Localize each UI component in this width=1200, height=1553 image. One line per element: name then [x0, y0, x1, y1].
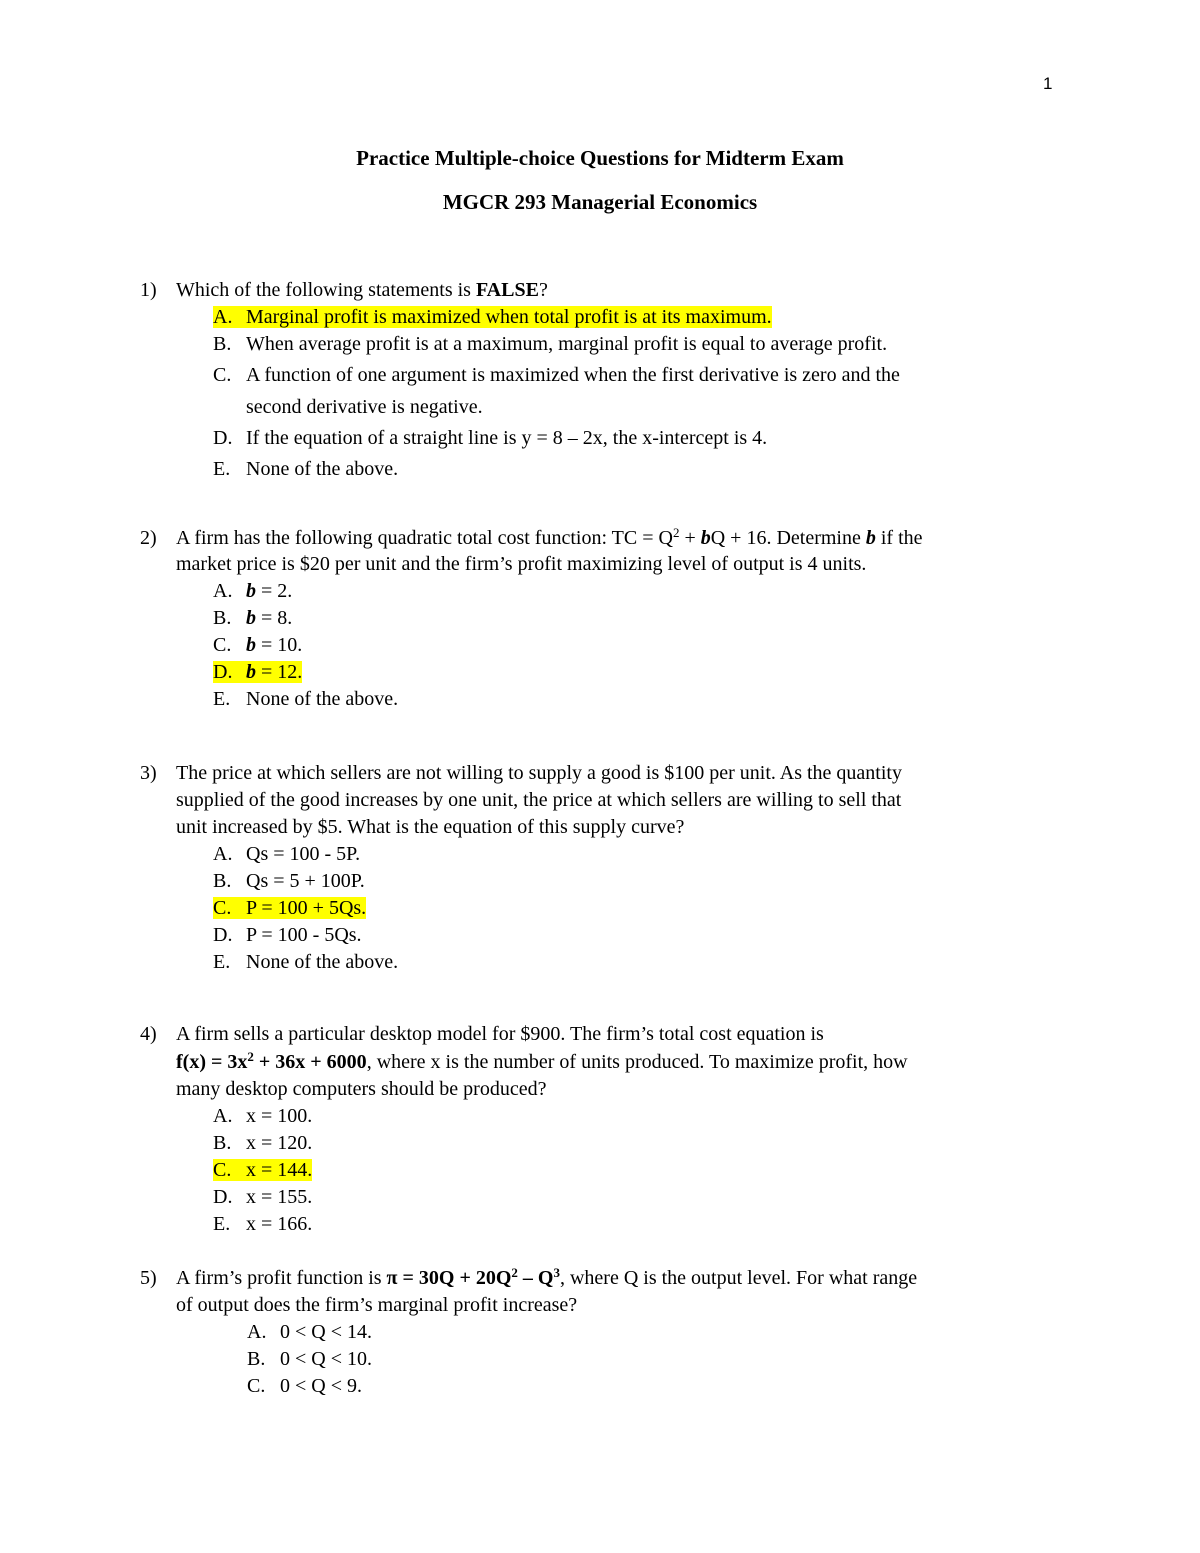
option-e: E. x = 166.: [213, 1213, 313, 1235]
question-text-line-2: market price is $20 per unit and the firm’s profit maximizing level of output is 4 units.: [176, 553, 867, 575]
option-d: D. If the equation of a straight line is y = 8 – 2x, the x-intercept is 4.: [213, 427, 768, 449]
question-text-line-1: A firm sells a particular desktop model for $900. The firm’s total cost equation is: [176, 1023, 824, 1045]
option-d: D. x = 155.: [213, 1186, 313, 1208]
option-e: E. None of the above.: [213, 951, 399, 973]
document-subtitle: MGCR 293 Managerial Economics: [442, 190, 758, 214]
question-text-line-1: The price at which sellers are not willing to supply a good is $100 per unit. As the quantity: [176, 762, 902, 784]
option-c: C. b = 10.: [213, 634, 303, 656]
question-text-line-3: many desktop computers should be produced?: [176, 1078, 547, 1100]
question-number: 3): [140, 762, 157, 784]
option-a: A. Qs = 100 - 5P.: [213, 843, 361, 865]
option-c: C. A function of one argument is maximized when the first derivative is zero and the: [213, 364, 900, 386]
question-text-line-2: supplied of the good increases by one unit, the price at which sellers are willing to sell that: [176, 789, 902, 811]
option-a: A. x = 100.: [213, 1105, 313, 1127]
question-number: 5): [140, 1267, 157, 1289]
option-e: E. None of the above.: [213, 688, 399, 710]
question-text-line-2: of output does the firm’s marginal profit increase?: [176, 1294, 578, 1316]
option-b: B. 0 < Q < 10.: [247, 1348, 373, 1370]
question-text-line-1: A firm’s profit function is $\pi = 30Q + 20Q^2 - Q^3$, where Q is the output level. For what range: [176, 1265, 918, 1289]
question-number: 2): [140, 527, 157, 549]
option-d: D. P = 100 - 5Qs.: [213, 924, 362, 946]
question-number: 1): [140, 279, 157, 301]
option-a: A. Marginal profit is maximized when total profit is at its maximum.: [213, 306, 772, 328]
option-b: B. x = 120.: [213, 1132, 313, 1154]
question-text-line-2: $f(x) = 3x^2 + 36x + 6000$, where x is the number of units produced. To maximize profit, how: [176, 1049, 908, 1073]
option-e: E. None of the above.: [213, 458, 399, 480]
document-title: Practice Multiple-choice Questions for Midterm Exam: [356, 146, 844, 170]
question-text-line-1: A firm has the following quadratic total cost function: TC = $Q^2$ + bQ + 16. Determine b if the: [176, 525, 923, 549]
question-text: Which of the following statements is FALSE?: [176, 279, 548, 301]
option-b: B. Qs = 5 + 100P.: [213, 870, 365, 892]
option-d: D. b = 12.: [213, 661, 303, 683]
option-a: A. b = 2.: [213, 580, 293, 602]
page-number: 1: [1043, 74, 1053, 93]
option-c: C. 0 < Q < 9.: [247, 1375, 363, 1397]
question-text-line-3: unit increased by $5. What is the equation of this supply curve?: [176, 816, 685, 838]
option-b: B. b = 8.: [213, 607, 293, 629]
option-c: C. x = 144.: [213, 1159, 313, 1181]
option-c-continued: second derivative is negative.: [246, 396, 483, 418]
question-number: 4): [140, 1023, 157, 1045]
option-b: B. When average profit is at a maximum, marginal profit is equal to average profit.: [213, 333, 888, 355]
option-a: A. 0 < Q < 14.: [247, 1321, 373, 1343]
option-c: C. P = 100 + 5Qs.: [213, 897, 367, 919]
